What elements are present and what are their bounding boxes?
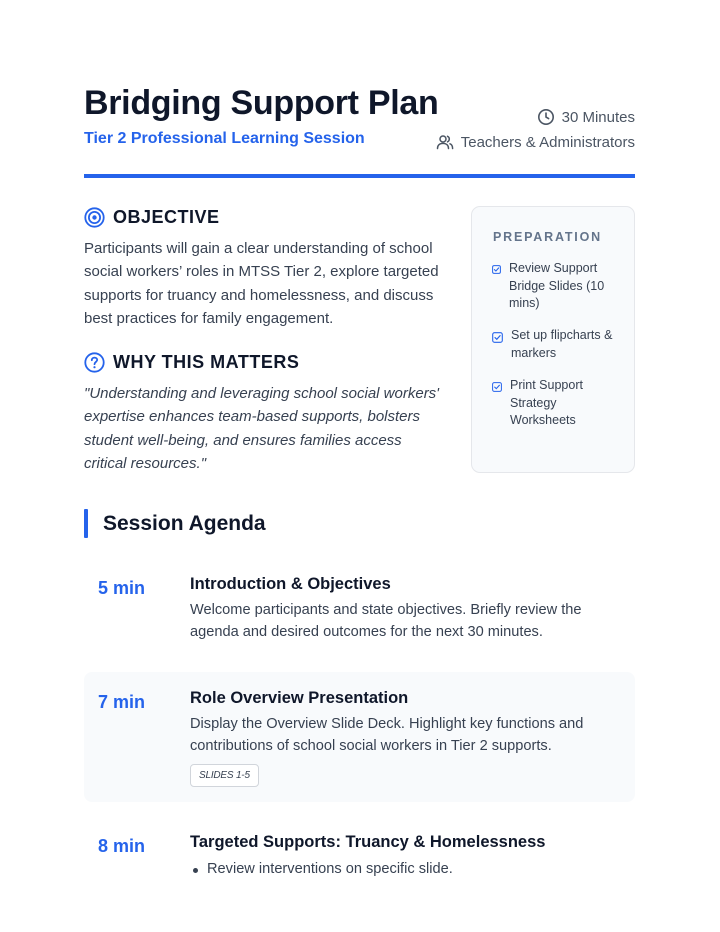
- agenda-item: [84, 820, 635, 900]
- audience-text: Teachers & Administrators: [460, 133, 635, 151]
- preparation-item-label: Set up flipcharts & markers: [511, 328, 613, 360]
- preparation-item-label: Review Support Bridge Slides (10 mins): [509, 261, 605, 311]
- slides-tag: SLIDES 1-5: [190, 764, 259, 787]
- agenda-item-title: Role Overview Presentation: [190, 689, 409, 707]
- audience-meta: [436, 133, 635, 151]
- why-heading: [84, 352, 299, 373]
- agenda-bullet: Review interventions on specific slide.: [190, 859, 453, 881]
- header-divider: [84, 174, 635, 178]
- agenda-item-title: Introduction & Objectives: [190, 575, 391, 593]
- objective-text: Participants will gain a clear understanding of school social workers’ roles in MTSS Tier 2, explore targeted supports for truancy and homelessness, and discuss best practices for family engagement.: [84, 240, 439, 327]
- agenda-item-description: Welcome participants and state objectives. Briefly review the agenda and desired outcomes for the next 30 minutes.: [190, 602, 582, 640]
- agenda-item: [84, 562, 635, 654]
- agenda-item-bullets: [190, 859, 453, 881]
- agenda-item-title: Targeted Supports: Truancy & Homelessness: [190, 833, 546, 851]
- agenda-accent-bar: [84, 509, 88, 538]
- preparation-item-label: Print Support Strategy Worksheets: [510, 378, 583, 428]
- page-subtitle: Tier 2 Professional Learning Session: [84, 130, 365, 147]
- preparation-item: [492, 260, 622, 313]
- agenda-item-time: 5 min: [98, 578, 146, 598]
- preparation-heading: PREPARATION: [493, 230, 602, 244]
- target-icon: [84, 207, 105, 228]
- why-quote: "Understanding and leveraging school social workers' expertise enhances team-based supports, bolsters student well-being, and ensures families access critical resources.": [84, 385, 440, 472]
- preparation-item: [492, 377, 622, 430]
- page-title: Bridging Support Plan: [84, 84, 439, 122]
- agenda-item: [84, 672, 635, 802]
- duration-meta: [537, 108, 635, 126]
- why-heading-text: WHY THIS MATTERS: [113, 352, 300, 372]
- agenda-item-description: Display the Overview Slide Deck. Highlight key functions and contributions of school social workers in Tier 2 supports.: [190, 716, 584, 754]
- users-icon: [436, 133, 454, 151]
- checkbox-icon: [492, 382, 502, 392]
- objective-heading-text: OBJECTIVE: [113, 207, 220, 227]
- agenda-item-time: 7 min: [98, 692, 146, 712]
- duration-text: 30 Minutes: [561, 108, 635, 126]
- agenda-heading: [84, 509, 266, 538]
- objective-heading: [84, 207, 220, 228]
- document-header: [84, 84, 635, 178]
- agenda-item-time: 8 min: [98, 836, 146, 856]
- preparation-item: [492, 327, 622, 362]
- checkbox-icon: [492, 265, 501, 274]
- clock-icon: [537, 108, 555, 126]
- checkbox-icon: [492, 332, 503, 343]
- agenda-heading-text: Session Agenda: [103, 511, 266, 535]
- question-circle-icon: [84, 352, 105, 373]
